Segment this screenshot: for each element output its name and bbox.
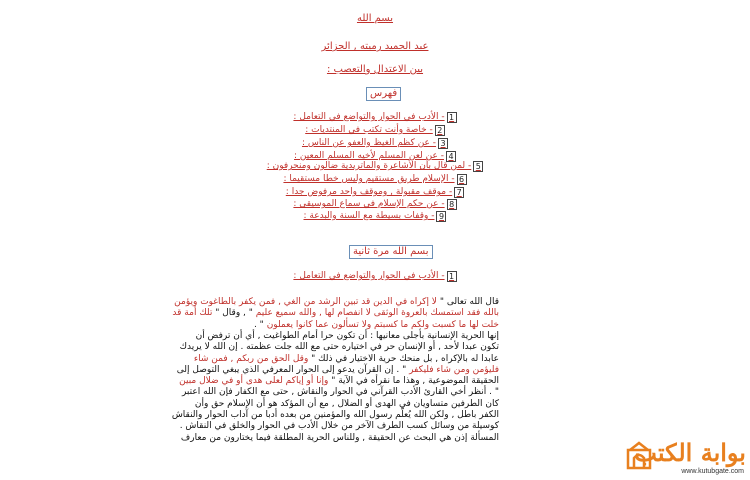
paragraph-text: قال الله تعالى " — [436, 297, 499, 307]
author-line: عبد الحميد رميته , الجزائر — [321, 41, 429, 52]
logo-text: بوابة الكتب — [634, 438, 746, 467]
toc-number: 4 — [446, 151, 456, 162]
quran-quote: وإنا أو إياكم لعلى هدى أو في ضلال مبين — [179, 376, 329, 387]
toc-number: 3 — [438, 138, 448, 149]
paragraph-text: " . إن القرآن يدعو إلى الحوار المعرفي الذي يبغي التوصل إلى — [176, 364, 410, 375]
toc-item[interactable] — [0, 174, 750, 185]
toc-link[interactable]: - عن كظم الغيظ والعفو عن الناس : — [301, 138, 437, 148]
toc-link[interactable]: - موقف مقبولة , وموقف واحد مرفوض جدا : — [285, 187, 453, 197]
quran-quote: لا إكراه في الدين قد تبين الرشد من الغي , فمن يكفر بالطاغوت ويؤمن — [174, 297, 437, 307]
toc-item[interactable] — [0, 211, 750, 222]
section-title: - الأدب في الحوار والتواضع في التعامل : — [293, 271, 445, 281]
paragraph-line — [172, 410, 499, 421]
toc-item[interactable] — [0, 138, 750, 149]
quran-quote: وقل الحق من ربكم , فمن شاء — [193, 353, 309, 364]
paragraph-line — [194, 354, 499, 365]
paragraph-text: " . أنظر أخي القارئ الأدب القرآني في الحوار والنقاش , حتى مع الكفار فإن الله اعتبر — [181, 387, 499, 398]
quran-quote: فليؤمن ومن شاء فليكفر — [409, 364, 499, 375]
toc-link[interactable]: - عن لعن المسلم لأخيه المسلم المعين : — [294, 151, 444, 161]
topic-line: بين الاعتدال والتعصب : — [326, 64, 424, 75]
toc-link[interactable]: - عن حكم الإسلام في سماع الموسيقى : — [293, 199, 445, 209]
paragraph-text: " , وقال " — [212, 308, 256, 319]
paragraph-line — [179, 376, 499, 387]
paragraph-line — [180, 421, 499, 432]
toc-link[interactable]: - الأدب في الحوار والتواضع في التعامل : — [293, 112, 445, 122]
paragraph-line — [196, 331, 499, 342]
paragraph-line — [195, 399, 499, 410]
toc-number: 2 — [435, 125, 445, 136]
toc-item[interactable] — [0, 125, 750, 136]
paragraph-text: كوسيلة من وسائل كسب الطرف الآخر من خلال الأدب في الحوار والخلق في النقاش . — [179, 421, 499, 432]
paragraph-line — [181, 433, 499, 444]
quran-quote: خلت لها ما كسبت ولكم ما كسبتم ولا تسألون عما كانوا يعملون — [266, 319, 499, 330]
second-basmala: بسم الله مرة ثانية — [349, 245, 433, 259]
quran-quote: بالله فقد استمسك بالعروة الوثقى لا انفصام لها , والله سميع عليم — [255, 308, 499, 319]
paragraph-line — [172, 308, 499, 319]
toc-number: 8 — [447, 199, 457, 210]
toc-item[interactable] — [0, 112, 750, 123]
toc-item[interactable] — [0, 199, 750, 210]
index-label: فهرس — [366, 87, 401, 101]
paragraph-text: تكون عبدا لأحد , أو الإنسان حر في اختياره حتى مع الله جلت عظمته . إن الله لا يريدك — [179, 342, 499, 353]
toc-number: 6 — [457, 174, 467, 185]
site-logo[interactable] — [626, 440, 746, 476]
toc-number: 1 — [447, 112, 457, 123]
paragraph-text: " . — [253, 319, 267, 330]
paragraph-line — [182, 387, 499, 398]
toc-item[interactable] — [0, 187, 750, 198]
toc-link[interactable]: - الإسلام طريق مستقيم وليس خطا مستقيما : — [283, 174, 455, 184]
section-number: 1 — [447, 271, 457, 282]
paragraph-text: عابدا له بالإكراه , بل منحك حرية الاختيار في ذلك " — [308, 353, 499, 364]
toc-number: 7 — [454, 187, 464, 198]
paragraph-text: المسألة إذن هي البحث عن الحقيقة , وللناس الحرية المطلقة فيما يختارون من معارف — [180, 432, 499, 443]
basmala-heading: بسم الله — [356, 13, 394, 24]
paragraph-line — [174, 297, 499, 308]
toc-number: 9 — [436, 211, 446, 222]
toc-link[interactable]: - لمن قال بأن الأشاعرة والماتريدية ضالون ومنحرفون : — [266, 161, 472, 171]
toc-link[interactable]: - خاصة وأنت تكتب في المنتديات : — [305, 125, 433, 135]
logo-url[interactable]: www.kutubgate.com — [681, 468, 744, 475]
paragraph-text: الحقيقة الموضوعية , وهذا ما نقرأه في الآية " — [328, 376, 499, 387]
paragraph-line — [180, 342, 499, 353]
paragraph-text: كان الطرفين متساويان في الهدى أو الضلال , مع أن المؤكد هو أن الإسلام حق وأن — [194, 398, 499, 409]
quran-quote: تلك أمة قد — [172, 308, 213, 319]
section-heading — [0, 271, 750, 282]
paragraph-text: إنها الحرية الإنسانية بأجلى معانيها : أن تكون حرا أمام الطواغيت , أي أن ترفض أن — [195, 330, 499, 341]
paragraph-line — [254, 320, 499, 331]
toc-link[interactable]: - وقفات بسيطة مع السنة والبدعة : — [303, 211, 435, 221]
paragraph-text: الكفر باطل , ولكن الله يُعلّم رسول الله والمؤمنين من بعده أدبا من آداب الحوار والنقاش — [171, 410, 499, 420]
paragraph-line — [177, 365, 499, 376]
toc-item[interactable] — [0, 161, 750, 172]
toc-number: 5 — [473, 161, 483, 172]
